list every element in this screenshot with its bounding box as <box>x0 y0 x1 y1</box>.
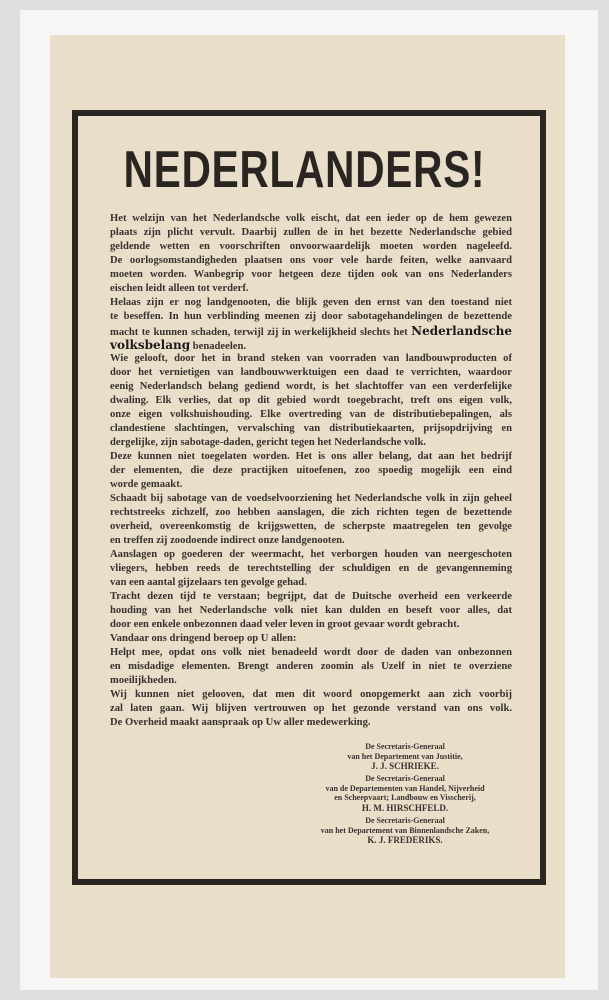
emphasis-text: volksbelang <box>110 338 191 352</box>
text-line: Vandaar ons dringend beroep op U allen: <box>110 633 297 644</box>
text-line: Wie gelooft, door het in brand steken van voorraden van landbouwproducten of <box>110 353 512 364</box>
text-line: Helaas zijn er nog landgenooten, die blijk geven den ernst van den toestand niet <box>110 297 512 308</box>
text-line: te beseffen. In hun verblinding meenen zij door sabotagehandelingen de bezettende <box>110 311 512 322</box>
signature-name: H. M. HIRSCHFELD. <box>361 802 449 813</box>
text-line: Deze kunnen niet toegelaten worden. Het is ons aller belang, dat aan het bedrijf <box>110 451 512 462</box>
text-line: Wij kunnen niet gelooven, dat men dit woord onopgemerkt aan zich voorbij <box>110 689 512 700</box>
text-line: Helpt mee, opdat ons volk niet benadeeld wordt door de daden van onbezonnen <box>110 647 512 658</box>
text-line: zal laten gaan. Wij blijven vertrouwen op het gezonde verstand van ons volk. <box>110 703 512 714</box>
text-line: onze eigen volkshuishouding. Elke overtreding van de distributiebepalingen, als <box>110 409 512 420</box>
signature-department: van het Departement van Binnenlandsche Zaken, <box>320 825 490 835</box>
signature-role: De Secretaris-Generaal <box>365 742 445 751</box>
paragraph <box>110 212 512 296</box>
signature-name: K. J. FREDERIKS. <box>367 835 443 846</box>
paragraph <box>110 646 512 688</box>
text-line: Aanslagen op goederen der weermacht, het verborgen houden van neergeschoten <box>110 549 512 560</box>
paragraph <box>110 296 512 352</box>
text-line: Schaadt bij sabotage van de voedselvoorziening het Nederlandsche volk in zijn geheel <box>110 493 512 504</box>
paragraph <box>110 450 512 492</box>
text-line: De Overheid maakt aanspraak op Uw aller medewerking. <box>110 717 371 728</box>
signature-role: De Secretaris-Generaal <box>365 815 445 825</box>
paragraph <box>110 352 512 450</box>
paragraph <box>110 688 512 730</box>
text-line: vliegers, hebben reeds de terechtstelling der schuldigen en de gevangenneming <box>110 563 512 574</box>
text-line: Tracht dezen tijd te verstaan; begrijpt, dat de Duitsche overheid een verkeerde <box>110 591 512 602</box>
signature-department: en Scheepvaart; Landbouw en Visscherij, <box>334 793 476 803</box>
poster-title: NEDERLANDERS! <box>123 141 486 199</box>
emphasis-text: Nederlandsche <box>411 324 512 338</box>
signature-role: De Secretaris-Generaal <box>365 774 445 784</box>
text-line: dwaling. Elk verlies, dat op dit gebied wordt toegebracht, treft ons eigen volk, <box>110 395 512 406</box>
text-line: en misdadige elementen. Brengt anderen zoomin als Uzelf in niet te overziene <box>110 661 512 672</box>
signatures <box>290 742 520 848</box>
text-line: plaats zijn plicht vervult. Daarbij zullen de in het bezette Nederlandsche gebied <box>110 227 512 238</box>
signature-block <box>290 774 520 814</box>
text-line <box>110 338 512 352</box>
text-line: van een aantal gijzelaars ten gevolge gehad. <box>110 577 307 588</box>
text-line: De oorlogsomstandigheden plaatsen ons voor vele harde feiten, welke aanvaard <box>110 255 512 266</box>
text-line: door het vernietigen van landbouwwerktuigen een daad te verrichten, waardoor <box>110 367 512 378</box>
text-line: overheid, overeenkomstig de krijgswetten, de scherpste maatregelen ten gevolge <box>110 521 512 532</box>
text-line: eischen leidt alleen tot verderf. <box>110 283 249 294</box>
signature-department: van de Departementen van Handel, Nijverheid <box>325 783 485 793</box>
signature-department: van het Departement van Justitie, <box>347 751 463 761</box>
text-line: dergelijke, zijn sabotage-daden, gericht tegen het Nederlandsche volk. <box>110 437 427 448</box>
signature-name: J. J. SCHRIEKE. <box>371 761 439 772</box>
text-line: geldende wetten en voorschriften onvoorwaardelijk moeten worden nageleefd. <box>110 241 512 252</box>
text-line: eenig Nederlandsch belang gediend wordt, is het slachtoffer van een verderfelijke <box>110 381 512 392</box>
paragraph <box>110 632 512 646</box>
paragraph <box>110 590 512 632</box>
signature-block <box>290 816 520 846</box>
paragraph <box>110 492 512 548</box>
text-span: benadeelen. <box>190 341 247 352</box>
text-line <box>110 324 512 338</box>
text-line: en treffen zij zoodoende indirect onze landgenooten. <box>110 535 345 546</box>
signature-block <box>290 742 520 772</box>
text-line: door een enkele onbezonnen daad veler leven in groot gevaar wordt gebracht. <box>110 619 460 630</box>
text-line: rechtstreeks zichzelf, zoo hebben aanslagen, die zich richten tegen de bezettende <box>110 507 512 518</box>
poster-body <box>110 212 512 730</box>
text-line: moeten worden. Wanbegrip voor hetgeen deze tijden ook van ons Nederlanders <box>110 269 512 280</box>
text-span: macht te kunnen schaden, terwijl zij in werkelijkheid slechts het <box>110 327 412 338</box>
text-line: Het welzijn van het Nederlandsche volk eischt, dat een ieder op de hem gewezen <box>110 213 512 224</box>
text-line: der elementen, die deze practijken uitoefenen, zoo spoedig mogelijk een eind <box>110 465 512 476</box>
paragraph <box>110 548 512 590</box>
text-line: clandestiene slachtingen, vervalsching van distributiekaarten, prijsopdrijving en <box>110 423 512 434</box>
text-line: houding van het Nederlandsche volk niet kan dulden en beseft voor alles, dat <box>110 605 512 616</box>
text-line: worde gemaakt. <box>110 479 183 490</box>
text-line: moeilijkheden. <box>110 675 177 686</box>
